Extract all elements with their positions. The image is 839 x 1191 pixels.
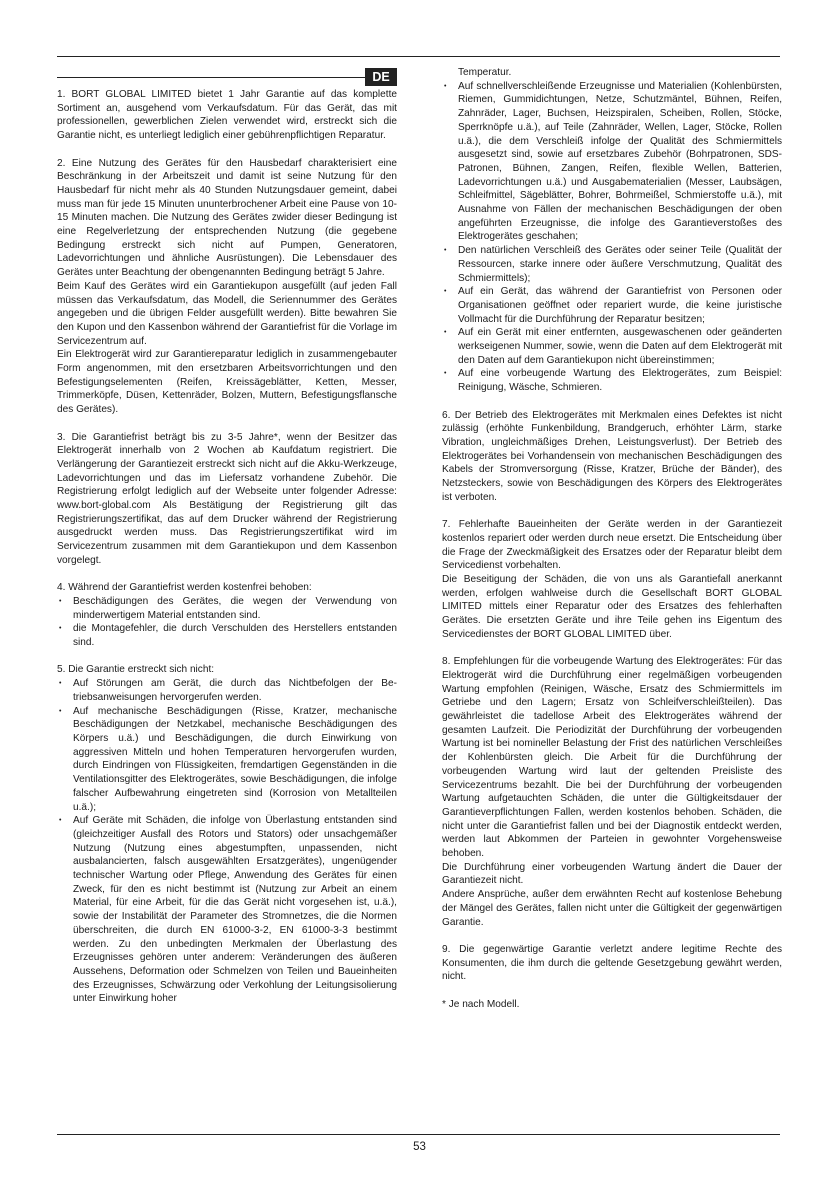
section-9: 9. Die gegenwärtige Garantie verletzt andere legitime Rechte des Konsumenten, die ihm durch die geltende Gesetzgebung gewährt werden, nicht.: [442, 943, 782, 983]
section-4-intro: 4. Während der Garantiefrist werden kostenfrei behoben:: [57, 582, 312, 594]
list-item: • Auf eine vorbeugende Wartung des Elektrogerätes, zum Beispiel: Reinigung, Wäsche, Schmieren.: [442, 367, 782, 394]
section-1: 1. BORT GLOBAL LIMITED bietet 1 Jahr Garantie auf das komplette Sortiment an, ausgehend vom Verkaufsdatum. Für das Gerät, das mit professionellen, gewerblichen Zielen verwendet wird, erstreckt sich die Garantie nicht, es unterliegt lediglich einer gebührenpflichtigen Reparatur.: [57, 89, 397, 142]
section-8-paragraph: Die Durchführung einer vorbeugenden Wartung ändert die Dauer der Garantiezeit nicht.: [442, 861, 782, 887]
section-2-paragraph: Beim Kauf des Gerätes wird ein Garantiekupon ausgefüllt (auf jeden Fall müssen das Verkaufsdatum, das Modell, die Seriennummer des Gerätes angegeben und die übrigen Felder ausgefüllt werden). Bitte bewahren Sie den Kupon und den Kassenbon während der Garantiefrist für die Vorlage im Servicezentrum auf.: [57, 280, 397, 347]
page-number: 53: [413, 1141, 426, 1153]
list-item: • Auf Geräte mit Schäden, die infolge von Überlastung entstanden sind (gleichzeitiger Ausfall des Rotors und Stators) oder unsachgemäßer Nutzung (Nutzung eines abgestumpften, unpassenden, nicht ausbalancierten, falsch ausgewählten Ersatzgerätes), ungenügender technischer Wartung oder Pflege, Anwendung des Gerätes für einen Zweck, für den es nicht bestimmt ist (Nutzung zur Arbeit an einem Material, für eine Arbeit, für die das Gerät nicht vorgesehen ist, u.ä.), sowie der Instabilität der Parameter des Stromnetzes, die die Normen überschreiten, die durch EN 61000-3-2, EN 61000-3-3 bestimmt werden. Zu den unbedingten Merkmalen der Überlastung des Erzeugnisses gehören unter anderem: Veränderungen des äußeren Aussehens, Deformation oder Schmelzen von Teilen und Baueinheiten des Erzeugnisses, Schwärzung oder Verkohlung der Leitungsisolierung unter Einwirkung hoher: [57, 814, 397, 1006]
section-3: 3. Die Garantiefrist beträgt bis zu 3-5 Jahre*, wenn der Besitzer das Elektrogerät innerhalb von 2 Wochen ab Kaufdatum registriert. Die Verlängerung der Garantiezeit erstreckt sich nicht auf die Akku-Werkzeuge, Ladevorrichtungen und das im Liefersatz vorhandene Zubehör. Die Registrierung erfolgt lediglich auf der Webseite unter folgender Adresse: www.bort-global.com Als Bestätigung der Registrierung gilt das Registrierungszertifikat, das auf dem Drucker während der Registrierung ausgedruckt werden muss. Das Registrierungszertifikat wird im Servicezentrum zusammen mit dem Garantiekupon und dem Kassenbon vorgelegt.: [57, 431, 397, 566]
list-item: • Auf ein Gerät mit einer entfernten, ausgewaschenen oder geänderten werkseigenen Nummer, sowie, wenn die Daten auf dem Elektrogerät mit den Daten auf dem Garantiekupon nicht übereinstimmen;: [442, 326, 782, 367]
right-column: [442, 66, 782, 1011]
bottom-rule: [57, 1134, 780, 1135]
section-7-paragraph: 7. Fehlerhafte Baueinheiten der Geräte werden in der Garantiezeit kostenlos repariert oder werden durch neue ersetzt. Die Entscheidung über die Frage der Zweckmäßigkeit des Ersatzes oder der Reparatur bleibt dem Servicedienst vorbehalten.: [442, 519, 782, 572]
list-item: • Auf schnellverschleißende Erzeugnisse und Materialien (Kohlenbürsten, Riemen, Gummidichtungen, Netze, Schutzmäntel, Bühnen, Reifen, Zahnräder, Lager, Buchsen, Heizspiralen, Scheiben, Rollen, Stöcke, Sperrknöpfe u.ä.), auf Teile (Zahnräder, Wellen, Lager, Stöcke, Rollen u.ä.), die dem Verschleiß infolge der Qualität des Schmiermittels ausgesetzt sind, sowie auf ersetzbares Zubehör (Bohrpatronen, SDS-Patronen, Bühnen, Zangen, Reifen, flexible Wellen, Batterien, Ladevorrichtungen u.ä.) und Ausgabematerialien (Messer, Laubsägen, Schleifmittel, Sägeblätter, Bohrer, Bohrmeißel, Schmierstoffe u.ä.), mit Ausnahme von Fällen der mechanischen Beschädigungen der oben angeführten Erzeugnisse, die infolge des Garantieverstoßes des Elektrogerätes geschahen;: [442, 80, 782, 244]
header-line: [57, 77, 365, 78]
section-7-paragraph: Die Beseitigung der Schäden, die von uns als Garantiefall anerkannt werden, erfolgen wahlweise durch die Gesellschaft BORT GLOBAL LIMITED mittels einer Reparatur oder des Ersatzes des fehlerhaften Gerätes. Die ersetzten Geräte und ihre Teile gehen ins Eigentum des Servicedienstes der BORT GLOBAL LIMITED über.: [442, 573, 782, 640]
list-item: • die Montagefehler, die durch Verschulden des Herstellers entstanden sind.: [57, 622, 397, 649]
list-item: • Auf ein Gerät, das während der Garantiefrist von Personen oder Organisationen geöffnet oder repariert wurde, die keine juristische Vollmacht für die Durchführung der Reparatur besitzen;: [442, 285, 782, 326]
footnote: * Je nach Modell.: [442, 998, 520, 1010]
left-column: [57, 88, 397, 1006]
section-6: 6. Der Betrieb des Elektrogerätes mit Merkmalen eines Defektes ist nicht zulässig (erhöhte Funkenbildung, Brandgeruch, erhöhter Lärm, starke Vibration, ungleichmäßiges Drehen, Leistungsverlust). Der Betrieb des Elektrogerätes bei Vorhandensein von mechanischen Beschädigungen des Kabels der Stromversorgung (Risse, Kratzer, Brüche der Bänder), des Netzsteckers, sowie von Beschädigungen des Körpers des Elektrogerätes ist verboten.: [442, 409, 782, 503]
continued-text: Temperatur.: [458, 67, 512, 78]
section-5-list-continued: [442, 80, 782, 395]
section-2-paragraph: Ein Elektrogerät wird zur Garantiereparatur lediglich in zusammengebauter Form angenommen, mit den ersetzbaren Arbeitsvorrichtungen und den Befestigungselementen (Reifen, Kreissägeblätter, Ketten, Messer, Trimmerköpfe, Düsen, Kettenräder, Bolzen, Muttern, Befestigungsflansche des Gerätes).: [57, 349, 397, 416]
section-8-paragraph: 8. Empfehlungen für die vorbeugende Wartung des Elektrogerätes: Für das Elektrogerät wird die Durchführung einer regelmäßigen vorbeugenden Wartung empfohlen (Reinigen, Wäsche, Ersatz des Schmiermittels im Getriebe und den Lagern; Ersatz von Schleifverschleißteilen). Das gewährleistet die tadellose Arbeit des Elektrogerätes während der gesamten Laufzeit. Die Periodizität der Durchführung der vorbeugenden Wartung ist bei nomineller Belastung der Frist des natürlichen Verschleißes der Kohlenbürsten gleich. Die Arbeit für die Durchführung der vorbeugenden Wartung wird laut der geltenden Preisliste des Servicezentrums bezahlt. Die bei der Durchführung der vorbeugenden Wartung aufgetauchten Schäden, die unter die Gültigkeitsdauer der Garantieverpflichtungen Fallen, werden kostenlos behoben. Schäden, die nicht unter die Garantiefrist fallen und bei der Diagnostik entdeckt werden, werden laut Abkommen der Parteien in gewohnter Vorgehensweise behoben.: [442, 656, 782, 860]
section-8-paragraph: Andere Ansprüche, außer dem erwähnten Recht auf kostenlose Behebung der Mängel des Gerätes, fallen nicht unter die Gültigkeit der gegenwärtigen Garantie.: [442, 889, 782, 928]
language-badge: DE: [365, 68, 397, 86]
list-item: • Beschädigungen des Gerätes, die wegen der Verwendung von minderwertigem Material entstanden sind.: [57, 595, 397, 622]
section-5-intro: 5. Die Garantie erstreckt sich nicht:: [57, 664, 215, 676]
list-item: • Den natürlichen Verschleiß des Gerätes oder seiner Teile (Qualität der Ressourcen, starke innere oder äußere Verschmutzung, Qualität des Schmiermittels);: [442, 244, 782, 285]
top-rule: [57, 56, 780, 57]
section-4-list: [57, 595, 397, 650]
list-item: • Auf mechanische Beschädigungen (Risse, Kratzer, mechanische Beschädigungen der Netzkabel, mechanische Beschädigungen des Körpers u.ä.) und Beschädigungen, die durch Einwirkung von aggressiven Mitteln und hohen Temperaturen hervorgerufen wurden, durch Eindringen von Flüssigkeiten, fremdartigen Gegenständen in die Ventilationsgitter des Elektrogerätes, sowie Beschädigungen, die infolge falscher Aufbewahrung eingetreten sind (Korrosion von Metallteilen u.ä.);: [57, 705, 397, 815]
section-header: [57, 68, 397, 86]
list-item: • Auf Störungen am Gerät, die durch das Nichtbefolgen der Betriebsanweisungen hervorgerufen werden.: [57, 677, 397, 704]
section-5-list: [57, 677, 397, 1006]
section-2-paragraph: 2. Eine Nutzung des Gerätes für den Hausbedarf charakterisiert eine Beschränkung in der Arbeitszeit und damit ist seine Nutzung für den Hausbedarf für nicht mehr als 40 Stunden Nutzungsdauer gemeint, dabei muss man für jede 15 Minuten ununterbrochener Arbeit eine Pause von 10-15 Minuten machen. Die Nutzung des Gerätes zwider dieser Bedingung ist eine Regelverletzung der entsprechenden Nutzung (die gegebene Bedingung erstreckt sich nicht auf Pumpen, Generatoren, Ladevorrichtungen und ähnliche Ausrüstungen). Die Lebensdauer des Gerätes unter Beachtung der obengenannten Bedingung beträgt 5 Jahre.: [57, 157, 397, 279]
